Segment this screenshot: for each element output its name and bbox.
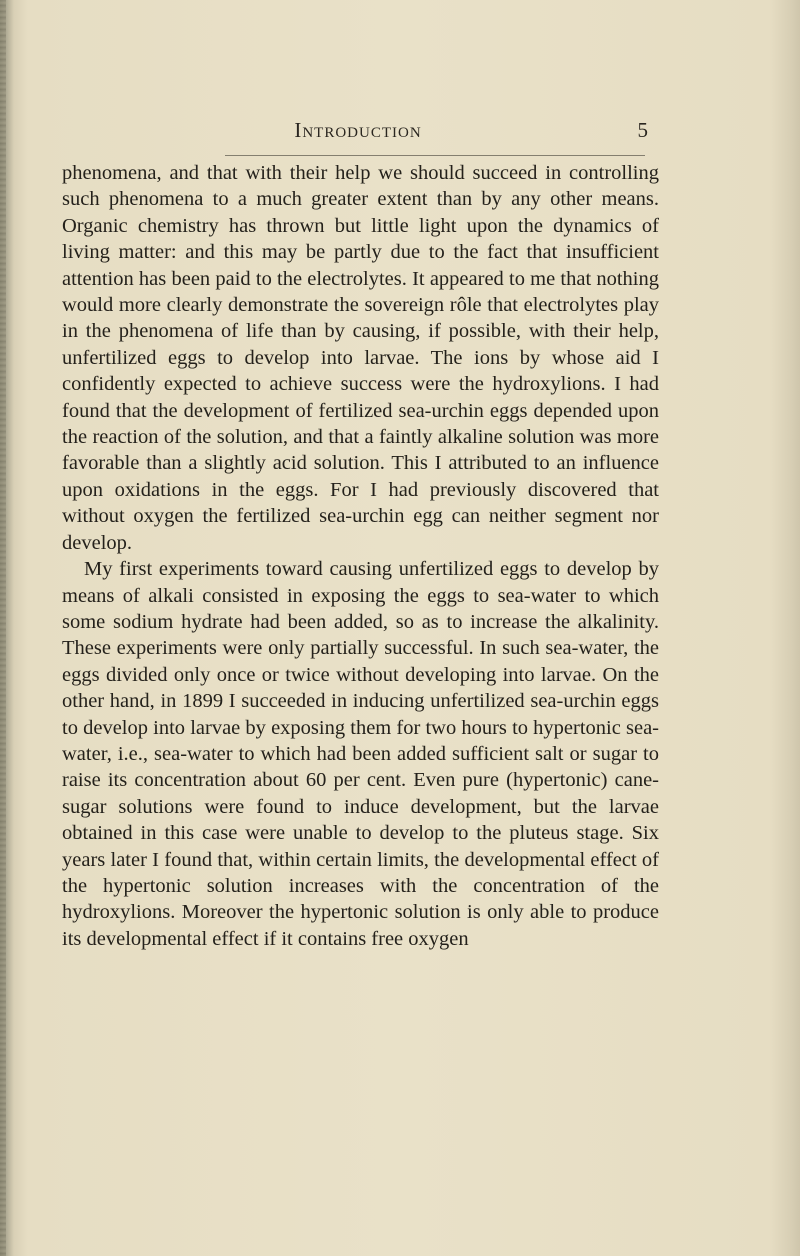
page-binding-edge — [0, 0, 6, 1256]
page-number: 5 — [637, 118, 648, 142]
paragraph-experiments: My first experiments toward causing unfertilized eggs to develop by means of alkali consisted in exposing the eggs to sea-water to which some sodium hydrate had been added, so as to increase the alkalinity. These experiments were only partially successful. In such sea-water, the eggs divided only once or twice without developing into larvae. On the other hand, in 1899 I succeeded in inducing unfertilized sea-urchin eggs to develop into larvae by exposing them for two hours to hypertonic sea-water, i.e., sea-water to which had been added sufficient salt or sugar to raise its concentration about 60 per cent. Even pure (hypertonic) cane-sugar solutions were found to induce development, but the larvae obtained in this case were unable to develop to the pluteus stage. Six years later I found that, within certain limits, the developmental effect of the hypertonic solution increases with the concentration of the hydroxylions. Moreover the hypertonic solution is only able to produce its developmental effect if it contains free oxygen — [62, 558, 659, 950]
running-title: Introduction — [294, 118, 422, 142]
header-rule — [225, 155, 645, 156]
body-text — [62, 160, 659, 952]
paragraph-continuation: phenomena, and that with their help we should succeed in controlling such phenomena to a much greater extent than by any other means. Organic chemistry has thrown but little light upon the dynamics of living matter: and this may be partly due to the fact that insufficient attention has been paid to the electrolytes. It appeared to me that nothing would more clearly demonstrate the sovereign rôle that electrolytes play in the phenomena of life than by causing, if possible, with their help, unfertilized eggs to develop into larvae. The ions by whose aid I confidently expected to achieve success were the hydroxylions. I had found that the development of fertilized sea-urchin eggs depended upon the reaction of the solution, and that a faintly alkaline solution was more favorable than a slightly acid solution. This I attributed to an influence upon oxidations in the eggs. For I had previously discovered that without oxygen the fertilized sea-urchin egg can neither segment nor develop. — [62, 162, 659, 554]
running-head — [68, 118, 648, 148]
